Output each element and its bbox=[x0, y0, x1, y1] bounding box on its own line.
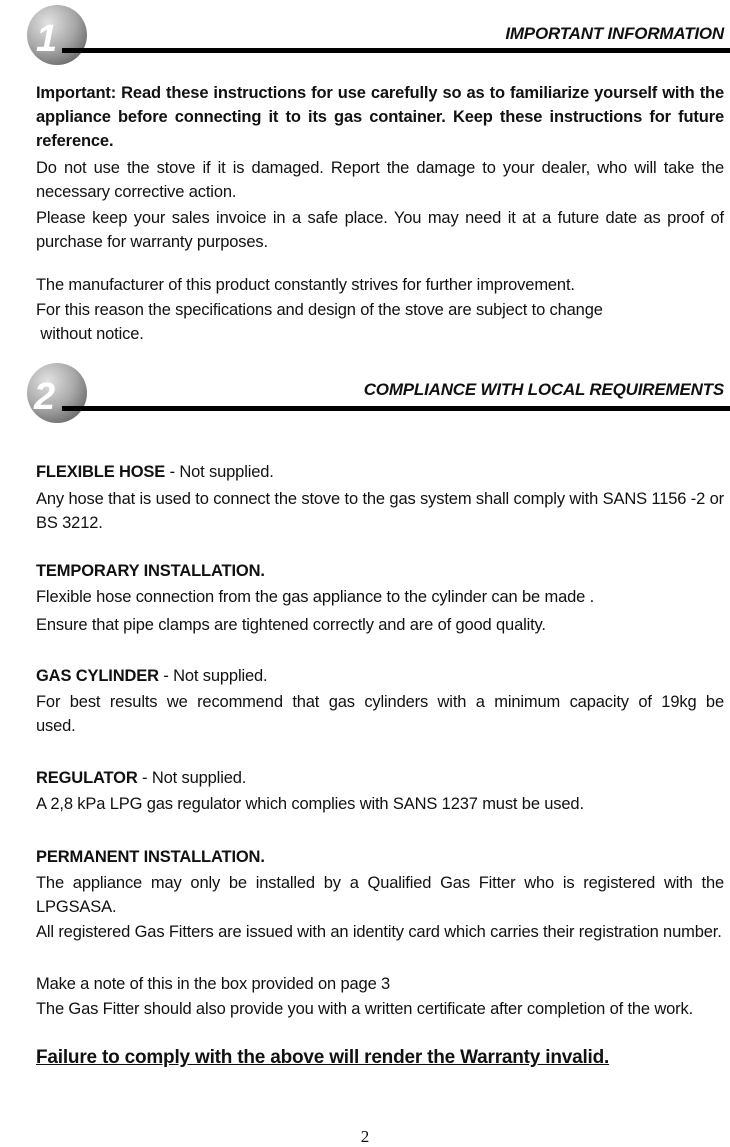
flexible-hose-label: FLEXIBLE HOSE bbox=[36, 463, 166, 481]
permanent-installation-text-2: All registered Gas Fitters are issued with an identity card which carries their registration number. bbox=[36, 923, 722, 941]
section-badge-icon bbox=[26, 362, 88, 424]
flexible-hose-heading bbox=[36, 460, 724, 484]
regulator-text: A 2,8 kPa LPG gas regulator which complies with SANS 1237 must be used. bbox=[36, 795, 584, 813]
section-badge-icon bbox=[26, 4, 88, 66]
temporary-installation-text-2: Ensure that pipe clamps are tightened correctly and are of good quality. bbox=[36, 616, 546, 634]
section-2-title: COMPLIANCE WITH LOCAL REQUIREMENTS bbox=[363, 380, 724, 399]
temporary-installation-heading: TEMPORARY INSTALLATION. bbox=[36, 562, 265, 580]
permanent-installation-text-3: Make a note of this in the box provided on page 3 bbox=[36, 975, 391, 993]
important-notice: Important: Read these instructions for use carefully so as to familiarize yourself with the appliance before connecting it to its gas container. Keep these instructions for future reference. bbox=[36, 84, 724, 150]
page-number: 2 bbox=[360, 1127, 370, 1146]
regulator-label: REGULATOR bbox=[36, 769, 138, 787]
improvement-line-1: The manufacturer of this product constantly strives for further improvement. bbox=[36, 276, 575, 294]
damage-paragraph: Do not use the stove if it is damaged. Report the damage to your dealer, who will take the necessary corrective action. bbox=[36, 159, 724, 201]
gas-cylinder-heading bbox=[36, 664, 724, 688]
section-1-rule bbox=[62, 48, 730, 53]
section-1-header bbox=[0, 0, 730, 70]
regulator-heading bbox=[36, 766, 724, 790]
improvement-line-2: For this reason the specifications and design of the stove are subject to change bbox=[36, 301, 603, 319]
regulator-note: - Not supplied. bbox=[137, 769, 247, 787]
flexible-hose-note: - Not supplied. bbox=[165, 463, 274, 481]
section-2-badge bbox=[26, 362, 88, 424]
permanent-installation-text-4: The Gas Fitter should also provide you with a written certificate after completion of the work. bbox=[36, 1000, 694, 1018]
permanent-installation-text-1: The appliance may only be installed by a Qualified Gas Fitter who is registered with the LPGSASA. bbox=[36, 874, 724, 916]
permanent-installation-heading: PERMANENT INSTALLATION. bbox=[36, 848, 265, 866]
flexible-hose-text: Any hose that is used to connect the stove to the gas system shall comply with SANS 1156 -2 or BS 3212. bbox=[36, 490, 724, 532]
section-2-number: 2 bbox=[34, 376, 56, 418]
improvement-line-3: without notice. bbox=[36, 325, 144, 343]
gas-cylinder-note: - Not supplied. bbox=[158, 667, 268, 685]
section-1-badge bbox=[26, 4, 88, 66]
temporary-installation-text-1: Flexible hose connection from the gas appliance to the cylinder can be made . bbox=[36, 588, 595, 606]
gas-cylinder-label: GAS CYLINDER bbox=[36, 667, 159, 685]
warranty-warning: Failure to comply with the above will render the Warranty invalid. bbox=[36, 1047, 610, 1068]
section-1-title: IMPORTANT INFORMATION bbox=[505, 24, 724, 43]
section-1-number: 1 bbox=[36, 18, 58, 60]
section-2-header bbox=[0, 358, 730, 428]
gas-cylinder-text: For best results we recommend that gas cylinders with a minimum capacity of 19kg be used. bbox=[36, 693, 724, 735]
invoice-paragraph: Please keep your sales invoice in a safe place. You may need it at a future date as proof of purchase for warranty purposes. bbox=[36, 209, 724, 251]
section-2-rule bbox=[62, 406, 730, 411]
